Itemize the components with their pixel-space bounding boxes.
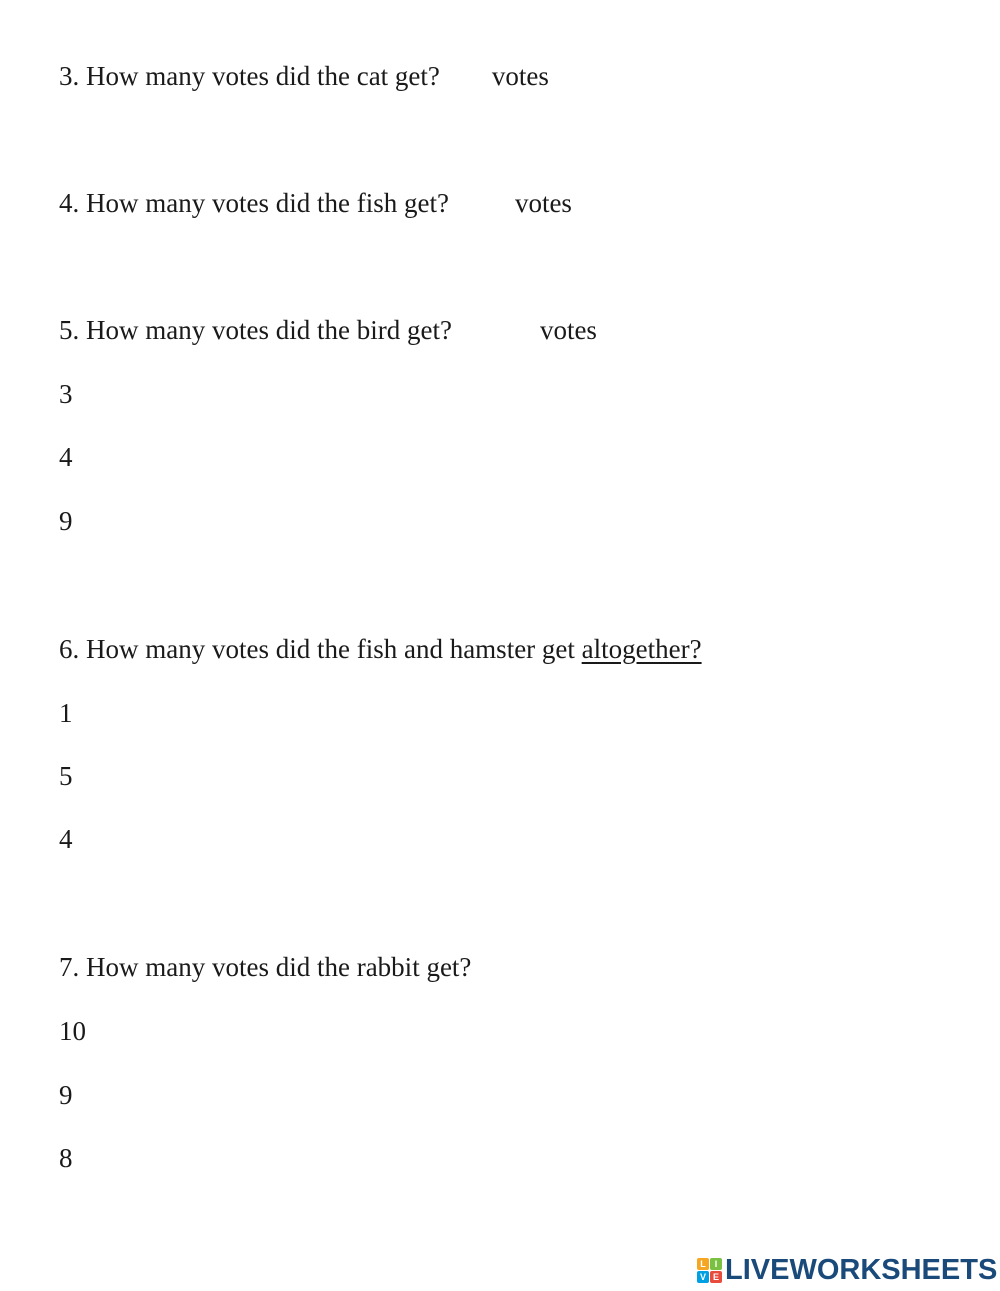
liveworksheets-logo-icon: [697, 1258, 722, 1283]
question-5: [59, 314, 597, 346]
question-4: [59, 187, 572, 219]
question-6-emphasis: altogether?: [581, 634, 702, 664]
question-6-option[interactable]: 5: [59, 761, 73, 791]
question-6: [59, 633, 702, 665]
logo-block-v: V: [697, 1271, 709, 1283]
question-3: [59, 60, 549, 92]
logo-block-i: I: [710, 1258, 722, 1270]
question-7-text: 7. How many votes did the rabbit get?: [59, 952, 472, 982]
question-3-unit: votes: [491, 61, 549, 91]
question-3-text: 3. How many votes did the cat get?: [59, 61, 440, 91]
question-4-text: 4. How many votes did the fish get?: [59, 188, 449, 218]
logo-block-l: L: [697, 1258, 709, 1270]
question-7-option[interactable]: 9: [59, 1080, 73, 1110]
question-7: [59, 951, 471, 983]
question-7-option[interactable]: 8: [59, 1143, 73, 1173]
logo-block-e: E: [710, 1271, 722, 1283]
brand-name: LIVEWORKSHEETS: [725, 1253, 998, 1286]
question-5-option[interactable]: 9: [59, 506, 73, 536]
question-7-option[interactable]: 10: [59, 1016, 86, 1046]
question-5-text: 5. How many votes did the bird get?: [59, 315, 452, 345]
question-5-option[interactable]: 3: [59, 379, 73, 409]
question-6-option[interactable]: 4: [59, 824, 73, 854]
question-5-unit: votes: [539, 315, 597, 345]
question-6-text: 6. How many votes did the fish and hamster get: [59, 634, 582, 664]
liveworksheets-logo: [697, 1254, 997, 1286]
question-4-unit: votes: [514, 188, 572, 218]
question-5-option[interactable]: 4: [59, 442, 73, 472]
question-6-option[interactable]: 1: [59, 698, 73, 728]
